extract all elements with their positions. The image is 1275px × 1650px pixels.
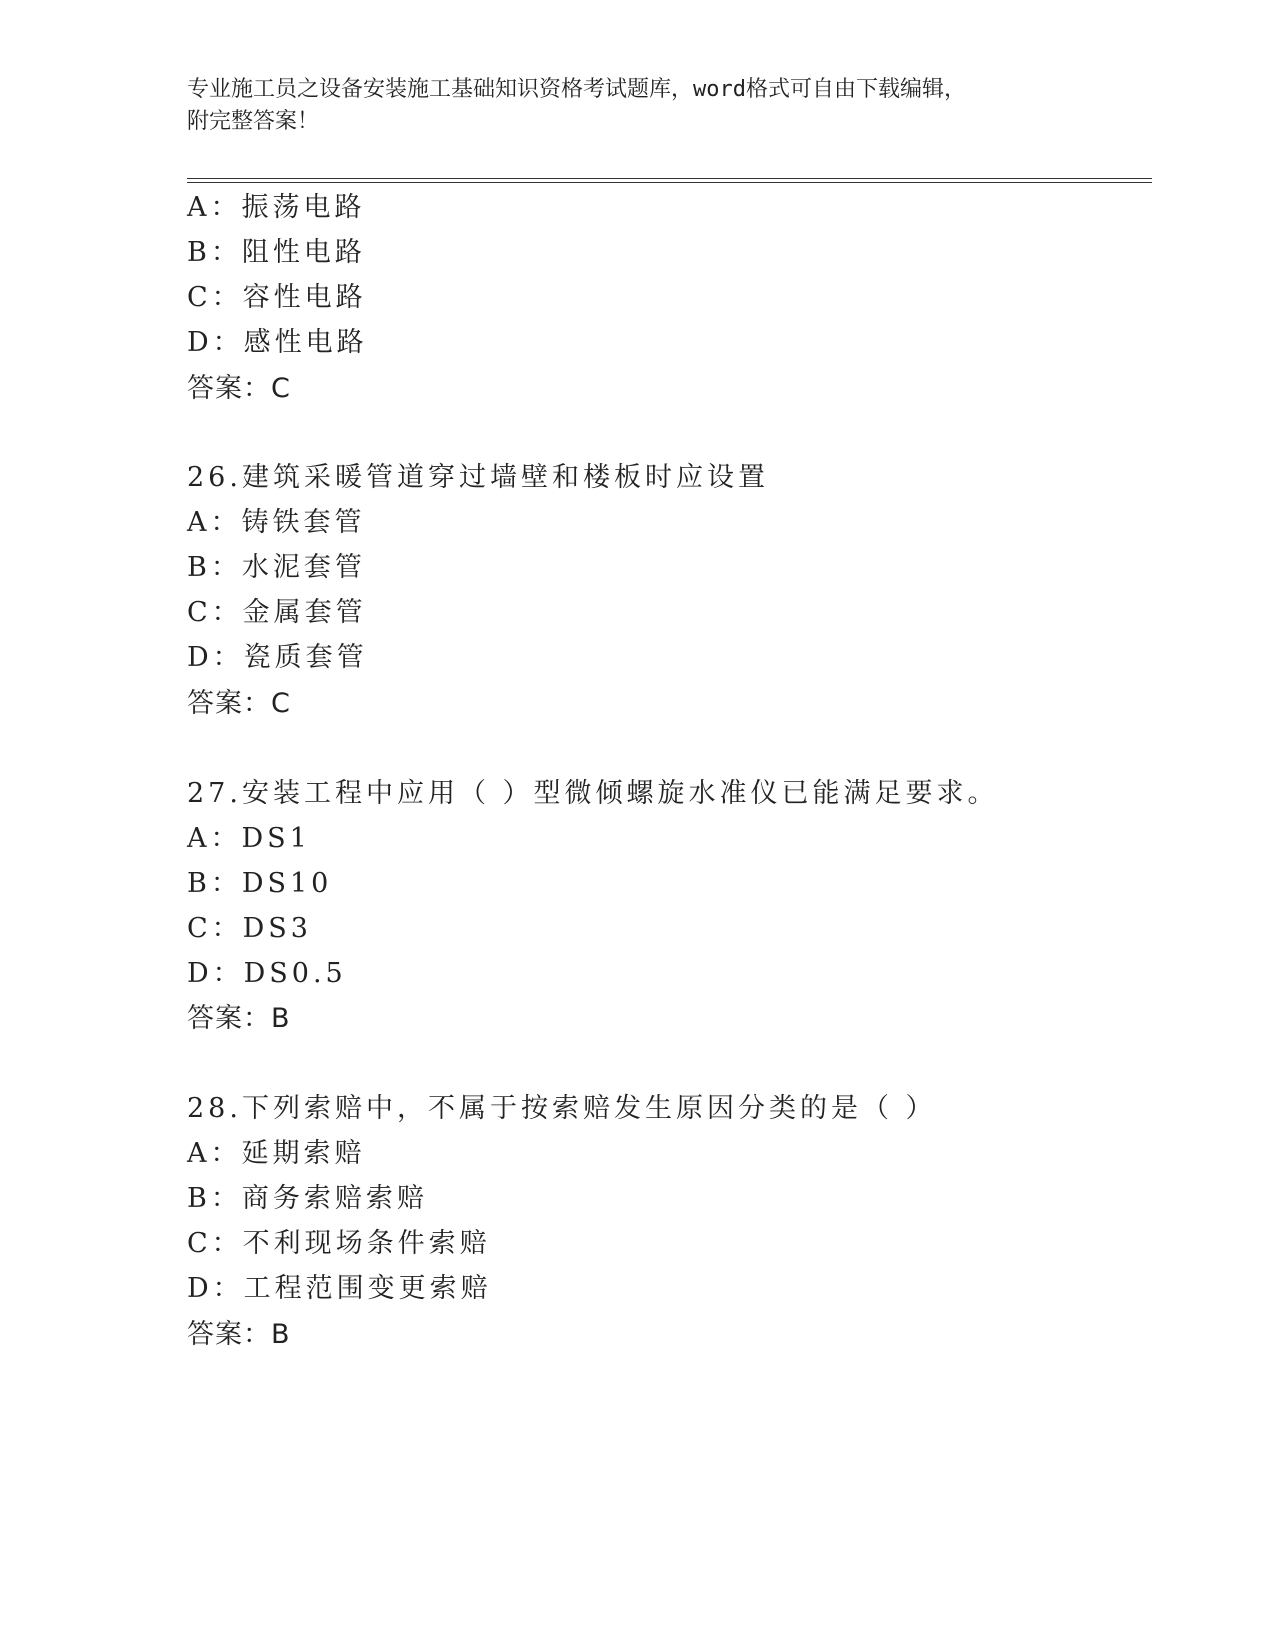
q26-option-c: C：金属套管 [187,597,367,628]
q25-answer: 答案：C [187,373,291,404]
q28-option-b: B：商务索赔索赔 [187,1183,428,1214]
q26-option-d: D：瓷质套管 [187,642,368,673]
header-line-1: 专业施工员之设备安装施工基础知识资格考试题库，word格式可自由下载编辑， [187,77,966,102]
q27-option-c: C：DS3 [187,913,312,944]
q25-option-c: C：容性电路 [187,282,367,313]
q27-option-b: B：DS10 [187,868,333,899]
q25-option-b: B：阻性电路 [187,237,366,268]
document-header [187,74,1087,138]
header-divider-bottom [187,182,1152,183]
q28-option-c: C：不利现场条件索赔 [187,1228,491,1259]
q25-option-d: D：感性电路 [187,327,368,358]
q25-option-a: A：振荡电路 [187,192,366,223]
q28-option-a: A：延期索赔 [187,1138,366,1169]
q28-question: 28.下列索赔中，不属于按索赔发生原因分类的是（ ） [187,1093,937,1124]
q27-question: 27.安装工程中应用（ ）型微倾螺旋水准仪已能满足要求。 [187,778,999,809]
q26-option-a: A：铸铁套管 [187,507,366,538]
q27-answer: 答案：B [187,1003,291,1034]
header-divider-top [187,178,1152,179]
header-line-2: 附完整答案！ [187,109,320,134]
q26-question: 26.建筑采暖管道穿过墙壁和楼板时应设置 [187,462,769,493]
q28-option-d: D：工程范围变更索赔 [187,1273,492,1304]
q27-option-a: A：DS1 [187,823,311,854]
q26-answer: 答案：C [187,688,291,719]
q28-answer: 答案：B [187,1319,291,1350]
q27-option-d: D：DS0.5 [187,958,347,989]
q26-option-b: B：水泥套管 [187,552,366,583]
